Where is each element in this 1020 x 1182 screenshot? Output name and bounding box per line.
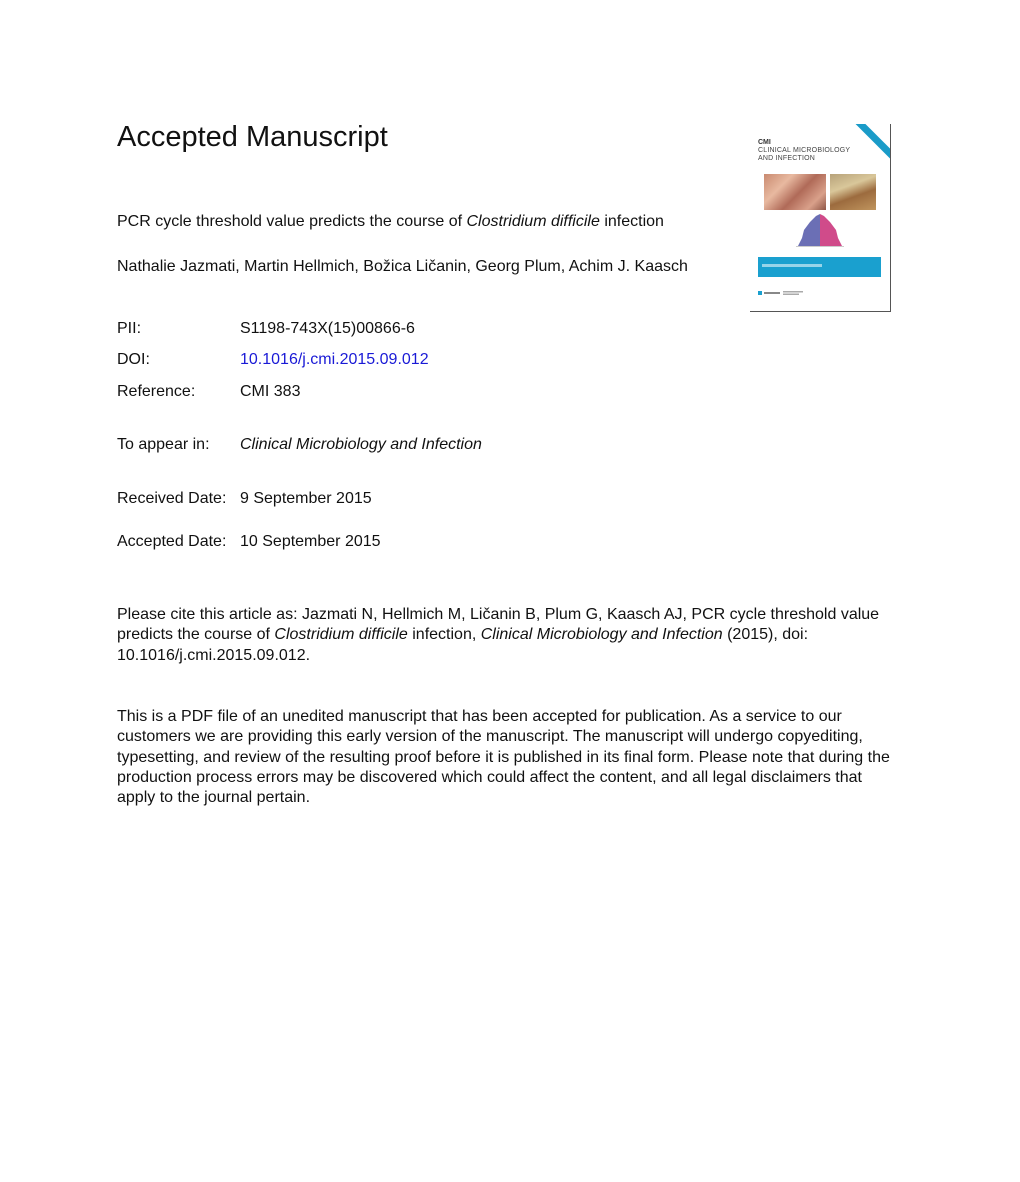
cover-corner-ribbon	[850, 124, 891, 161]
article-title-text: PCR cycle threshold value predicts the course of	[117, 213, 467, 230]
doi-link[interactable]: 10.1016/j.cmi.2015.09.012	[240, 351, 429, 368]
disclaimer-paragraph: This is a PDF file of an unedited manuscript that has been accepted for publication. As a service to our customers we are providing this early version of the manuscript. The manuscript will undergo copyediting, typesetting, and review of the resulting proof before it is published in its final form. Please note that during the production process errors may be discovered which could affect the content, and all legal disclaimers that apply to the journal pertain.	[117, 708, 890, 807]
doi-label: DOI:	[117, 351, 150, 368]
page-heading: Accepted Manuscript	[117, 121, 388, 153]
cover-publisher-logo	[758, 290, 808, 296]
received-date-label: Received Date:	[117, 490, 227, 507]
article-title-tail: infection	[599, 213, 664, 230]
cover-journal-name	[758, 147, 850, 163]
cover-population-pyramid	[794, 212, 846, 248]
article-title	[117, 212, 664, 232]
citation-journal: Clinical Microbiology and Infection	[480, 626, 723, 644]
pyramid-right-half	[820, 214, 842, 246]
cover-photo-painting	[830, 174, 876, 210]
cover-title-band	[758, 257, 881, 277]
cover-band-text	[762, 264, 822, 267]
cover-journal-code: CMI	[758, 139, 771, 146]
citation-text-3: (2015), doi: 10.1016/j.cmi.2015.09.012.	[117, 626, 809, 664]
cover-photo-hands	[764, 174, 826, 210]
cover-journal-name-line1: CLINICAL MICROBIOLOGY	[758, 147, 851, 154]
author-list: Nathalie Jazmati, Martin Hellmich, Božica Ličanin, Georg Plum, Achim J. Kaasch	[117, 258, 688, 275]
citation-text-1: Please cite this article as: Jazmati N, Hellmich M, Ličanin B, Plum G, Kaasch AJ, PCR cycle threshold value predicts the course of	[117, 606, 880, 644]
article-title-organism: Clostridium difficile	[466, 213, 600, 230]
publisher-mark	[758, 291, 762, 295]
accepted-date-value: 10 September 2015	[240, 533, 381, 550]
appear-in-label: To appear in:	[117, 436, 210, 453]
pii-label: PII:	[117, 320, 142, 337]
publisher-text-3	[783, 294, 799, 296]
publisher-text-2	[783, 291, 803, 293]
citation-organism: Clostridium difficile	[274, 626, 408, 644]
cover-journal-name-line2: AND INFECTION	[758, 155, 816, 162]
journal-name: Clinical Microbiology and Infection	[240, 436, 482, 453]
pii-value: S1198-743X(15)00866-6	[240, 320, 415, 337]
pyramid-left-half	[798, 214, 820, 246]
accepted-date-label: Accepted Date:	[117, 533, 227, 550]
received-date-value: 9 September 2015	[240, 490, 372, 507]
citation-paragraph	[117, 605, 897, 666]
citation-text-2: infection,	[407, 626, 481, 644]
reference-label: Reference:	[117, 383, 196, 400]
reference-value: CMI 383	[240, 383, 301, 400]
journal-cover-image	[750, 124, 891, 312]
publisher-text-1	[764, 292, 780, 294]
